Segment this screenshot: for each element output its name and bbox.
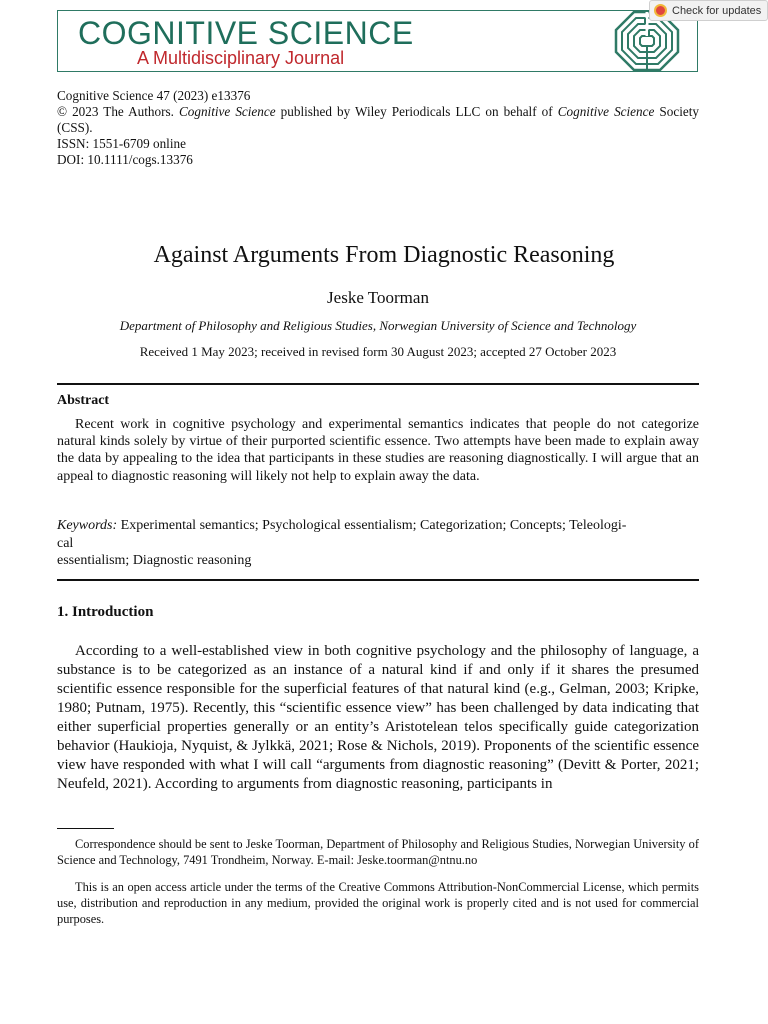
abstract-bottom-rule [57, 579, 699, 581]
section-heading-introduction: 1. Introduction [57, 604, 154, 620]
paper-title: Against Arguments From Diagnostic Reasoning [153, 242, 615, 268]
abstract-text: Recent work in cognitive psychology and experimental semantics indicates that people do not categorize natural kinds solely by virtue of their purported scientific essence. Two attempts have been made to explain away the data by appealing to the idea that participants in these studies are reasoning diagnostically. I will argue that an appeal to diagnostic reasoning will likely not help to explain away the data. [57, 417, 699, 484]
copyright-journal-2: Cognitive Science [557, 104, 655, 119]
crossmark-icon [654, 4, 667, 17]
journal-title: COGNITIVE SCIENCE [78, 15, 414, 51]
copyright-suffix: Society (CSS). [57, 104, 699, 135]
citation-metadata [57, 88, 699, 168]
received-dates: Received 1 May 2023; received in revised form 30 August 2023; accepted 27 October 2023 [139, 344, 617, 359]
abstract-heading: Abstract [57, 393, 110, 408]
copyright-middle: published by Wiley Periodicals LLC on behalf of [275, 104, 558, 119]
issn-line: ISSN: 1551-6709 online [57, 136, 186, 151]
license-footnote: This is an open access article under the terms of the Creative Commons Attribution-NonCommercial License, which permits use, distribution and reproduction in any medium, provided the original work is properly cited and is not used for commercial purposes. [57, 880, 699, 926]
footnote-rule [57, 828, 114, 829]
abstract-top-rule [57, 383, 699, 385]
keywords-block [57, 517, 699, 570]
author-name: Jeske Toorman [327, 288, 429, 307]
keywords-text-1: Experimental semantics; Psychological essentialism; Categorization; Concepts; Teleologi- [117, 518, 627, 533]
check-for-updates-label: Check for updates [672, 4, 762, 17]
copyright-journal: Cognitive Science [178, 104, 276, 119]
keywords-line-2: cal [57, 535, 74, 551]
check-for-updates-button[interactable] [649, 0, 768, 21]
citation-line: Cognitive Science 47 (2023) e13376 [57, 88, 251, 103]
doi-line[interactable]: DOI: 10.1111/cogs.13376 [57, 152, 193, 167]
author-affiliation: Department of Philosophy and Religious Studies, Norwegian University of Science and Technology [119, 318, 637, 333]
journal-banner [57, 10, 698, 72]
keywords-line-3: essentialism; Diagnostic reasoning [57, 553, 252, 568]
journal-subtitle: A Multidisciplinary Journal [137, 48, 345, 68]
introduction-text: According to a well-established view in both cognitive psychology and the philosophy of language, a substance is to be categorized as an instance of a natural kind if and only if it shares the presumed scientific essence responsible for the superficial features of that natural kind (e.g., Gelman, 2003; Kripke, 1980; Putnam, 1975). Recently, this “scientific essence view” has been challenged by data indicating that either superficial properties generally or an entity’s Aristotelean telos specifically guide categorization behavior (Haukioja, Nyquist, & Jylkkä, 2021; Rose & Nichols, 2019). Proponents of the scientific essence view have responded with what I will call “arguments from diagnostic reasoning” (Devitt & Porter, 2021; Neufeld, 2021). According to arguments from diagnostic reasoning, participants in [57, 643, 699, 792]
copyright-line [57, 104, 699, 136]
copyright-prefix: © 2023 The Authors. [57, 104, 179, 119]
keywords-line-1 [57, 517, 699, 535]
correspondence-footnote: Correspondence should be sent to Jeske Toorman, Department of Philosophy and Religious Studies, Norwegian University of Science and Technology, 7491 Trondheim, Norway. E-mail: Jeske.toorman@ntnu.no [57, 837, 699, 867]
keywords-label: Keywords: [57, 518, 118, 533]
